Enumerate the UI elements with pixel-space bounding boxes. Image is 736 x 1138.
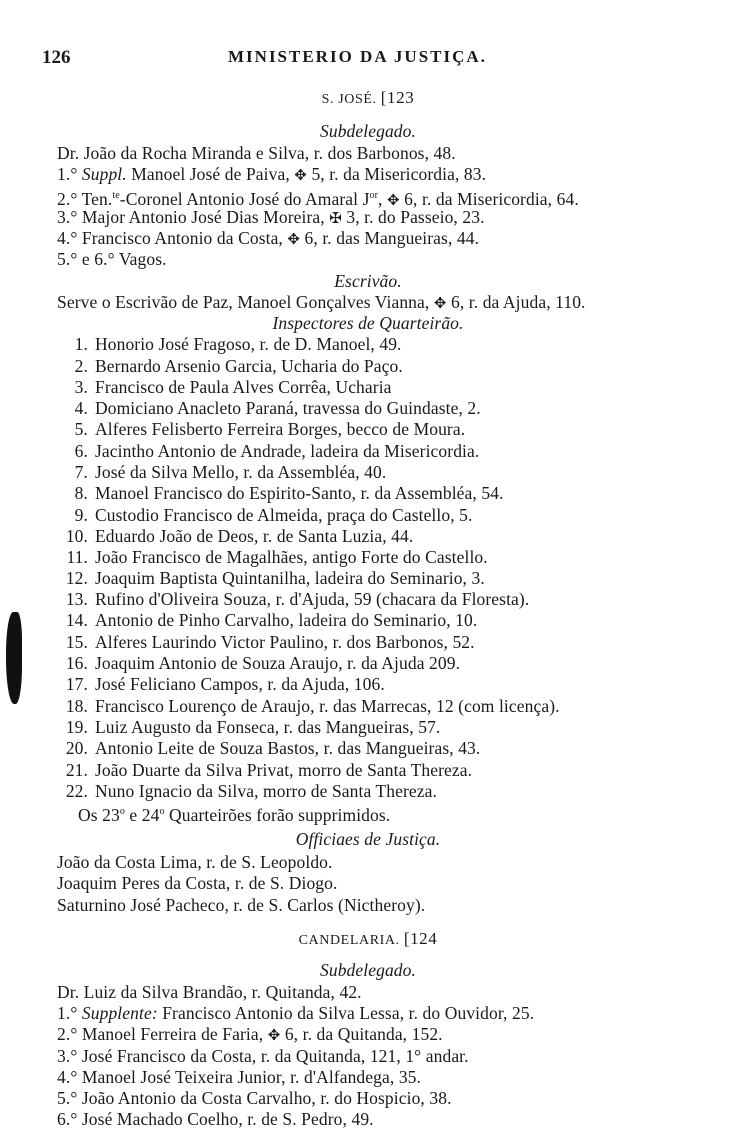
inspector-entry [50,398,481,418]
inspector-entry [50,419,465,439]
text-segment: -Coronel Antonio José do Amaral J [119,188,370,209]
inspector-entry [50,696,560,716]
text-segment: João Francisco de Magalhães, antigo Forte do Castello. [95,547,488,567]
text-segment: Manoel José de Paiva, [126,164,295,184]
inspector-entry [50,568,485,588]
text-segment: Custodio Francisco de Almeida, praça do Castello, 5. [95,505,473,525]
text-segment: Officiaes de Justiça. [295,829,441,849]
text-segment: 3, r. do Passeio, 23. [341,207,485,227]
entry-number: 22. [65,781,88,801]
order-rose-icon: ✥ [287,232,301,248]
entry-number: 3. [74,377,88,397]
inspector-entry [50,462,386,482]
text-segment: Honorio José Fragoso, r. de D. Manoel, 49. [95,334,402,354]
entry-line [57,1109,374,1129]
entry-number: 10. [65,526,88,546]
entry-number: 5. [74,419,88,439]
text-segment: 6, r. das Mangueiras, 44. [300,228,480,248]
text-segment: João Duarte da Silva Privat, morro de Santa Thereza. [95,760,473,780]
text-segment: Os 23 [78,804,120,825]
text-segment: 2.° Manoel Ferreira de Faria, [57,1024,268,1044]
entry-number: 11. [66,547,88,567]
inspector-entry [50,441,479,461]
text-segment: Antonio de Pinho Carvalho, ladeira do Seminario, 10. [95,610,478,630]
entry-number: 9. [74,505,88,525]
inspector-entry [50,589,529,609]
entry-number: 2. [74,356,88,376]
text-segment: Eduardo João de Deos, r. de Santa Luzia, 44. [95,526,414,546]
entry-line [57,1067,421,1087]
text-segment: Alferes Laurindo Victor Paulino, r. dos Barbonos, 52. [95,632,475,652]
section-heading [0,960,736,980]
text-segment: 6, r. da Ajuda, 110. [446,292,586,312]
order-rose-icon: ✥ [433,296,447,312]
running-title: MINISTERIO DA JUSTIÇA. [228,47,487,66]
text-segment: 6, r. da Quitanda, 152. [280,1024,443,1044]
entry-number: 4. [74,398,88,418]
entry-number: 12. [65,568,88,588]
section-heading [0,829,736,849]
text-segment: Francisco de Paula Alves Corrêa, Ucharia [95,377,392,397]
text-segment: 5, r. da Misericordia, 83. [306,164,487,184]
text-segment: Suppl. [81,164,127,184]
text-segment: 4.° Francisco Antonio da Costa, [57,228,288,248]
entry-number: 21. [65,760,88,780]
inspector-entry [50,653,460,673]
text-segment: Domiciano Anacleto Paraná, travessa do Guindaste, 2. [95,398,481,418]
text-segment: , [378,188,387,209]
entry-number: 8. [74,483,88,503]
text-segment: José da Silva Mello, r. da Assembléa, 40. [95,462,387,482]
entry-number: 17. [65,674,88,694]
text-segment: Joaquim Peres da Costa, r. de S. Diogo. [57,873,338,893]
section-heading [0,313,736,333]
inspector-entry [50,483,504,503]
section-heading [0,88,736,110]
text-segment: Saturnino José Pacheco, r. de S. Carlos (Nictheroy). [57,895,426,915]
entry-line [57,1046,469,1066]
inspector-entry [50,547,488,567]
section-heading [0,271,736,291]
inspector-entry [50,356,403,376]
inspector-entry [50,505,473,525]
text-segment: Bernardo Arsenio Garcia, Ucharia do Paço. [95,356,403,376]
inspector-entry [50,674,385,694]
text-segment: Jacintho Antonio de Andrade, ladeira da Misericordia. [95,441,480,461]
text-segment: 5.° João Antonio da Costa Carvalho, r. do Hospicio, 38. [57,1088,452,1108]
text-segment: João da Costa Lima, r. de S. Leopoldo. [57,852,333,872]
inspector-entry [50,760,472,780]
entry-number: 13. [65,589,88,609]
entry-line [57,852,333,872]
text-segment: 4.° Manoel José Teixeira Junior, r. d'Alfandega, 35. [57,1067,421,1087]
inspector-entry [50,377,392,397]
inspector-entry [50,632,475,652]
text-segment: 3.° Major Antonio José Dias Moreira, [57,207,330,227]
text-segment: Quarteirões forão supprimidos. [164,804,391,825]
text-segment: or [369,190,379,201]
text-segment: Joaquim Antonio de Souza Araujo, r. da Ajuda 209. [95,653,461,673]
entry-line [57,143,456,163]
text-segment: [124 [403,929,438,948]
page-number: 126 [42,47,71,68]
entry-line [57,982,362,1002]
text-segment: José Feliciano Campos, r. da Ajuda, 106. [95,674,385,694]
entry-line [57,895,425,915]
entry-line [57,207,485,229]
order-rose-icon: ✥ [267,1028,281,1044]
text-segment: e 24 [124,804,160,825]
text-segment: Subdelegado. [320,121,416,141]
order-cross-icon: ✠ [329,211,342,227]
text-segment: 5.° e 6.° Vagos. [57,249,167,269]
text-segment: te [112,190,120,201]
text-segment: Rufino d'Oliveira Souza, r. d'Ajuda, 59 (chacara da Floresta). [95,589,530,609]
entry-number: 16. [65,653,88,673]
entry-line [57,292,586,314]
entry-number: 19. [65,717,88,737]
entry-number: 6. [74,441,88,461]
text-segment: CANDELARIA. [298,933,404,948]
entry-number: 1. [74,334,88,354]
entry-number: 14. [65,610,88,630]
text-segment: Luiz Augusto da Fonseca, r. das Mangueiras, 57. [95,717,441,737]
text-segment: Nuno Ignacio da Silva, morro de Santa Thereza. [95,781,438,801]
text-segment: Escrivão. [334,271,402,291]
entry-line [57,1024,443,1046]
text-segment: 6, r. da Misericordia, 64. [399,188,579,209]
text-segment: o [119,806,125,817]
inspector-entry [50,526,413,546]
entry-line [57,164,486,186]
text-segment: Serve o Escrivão de Paz, Manoel Gonçalves Vianna, [57,292,434,312]
text-segment: Francisco Lourenço de Araujo, r. das Marrecas, 12 (com licença). [95,696,560,716]
text-segment: 6.° José Machado Coelho, r. de S. Pedro, 49. [57,1109,374,1129]
entry-line [57,249,167,269]
entry-line [57,1088,452,1108]
entry-number: 18. [65,696,88,716]
text-segment: 2.° Ten. [57,188,113,209]
order-rose-icon: ✥ [294,168,307,184]
entry-number: 7. [74,462,88,482]
entry-line [78,802,390,825]
text-segment: Joaquim Baptista Quintanilha, ladeira do Seminario, 3. [95,568,485,588]
inspector-entry [50,781,437,801]
entry-line [57,228,479,250]
inspector-entry [50,334,402,354]
inspector-entry [50,717,440,737]
entry-number: 15. [65,632,88,652]
inspector-entry [50,610,477,630]
entry-line [57,1003,534,1023]
section-heading [0,929,736,951]
binding-shadow [6,612,22,704]
text-segment: Francisco Antonio da Silva Lessa, r. do Ouvidor, 25. [157,1003,535,1023]
section-heading [0,121,736,141]
order-rose-icon: ✥ [387,192,400,209]
text-segment: Manoel Francisco do Espirito-Santo, r. da Assembléa, 54. [95,483,504,503]
text-segment: Alferes Felisberto Ferreira Borges, becco de Moura. [95,419,466,439]
entry-line [57,873,337,893]
text-segment: Supplente: [81,1003,158,1023]
text-segment: [123 [380,88,415,107]
text-segment: S. JOSÉ. [321,92,381,107]
inspector-entry [50,738,480,758]
text-segment: Dr. Luiz da Silva Brandão, r. Quitanda, 42. [57,982,362,1002]
text-segment: Subdelegado. [320,960,416,980]
text-segment: 3.° José Francisco da Costa, r. da Quitanda, 121, 1° andar. [57,1046,469,1066]
text-segment: 1.° [57,164,82,184]
text-segment: o [159,806,165,817]
text-segment: Inspectores de Quarteirão. [272,313,464,333]
text-segment: Dr. João da Rocha Miranda e Silva, r. dos Barbonos, 48. [57,143,456,163]
text-segment: Antonio Leite de Souza Bastos, r. das Mangueiras, 43. [95,738,481,758]
text-segment: 1.° [57,1003,82,1023]
entry-number: 20. [65,738,88,758]
